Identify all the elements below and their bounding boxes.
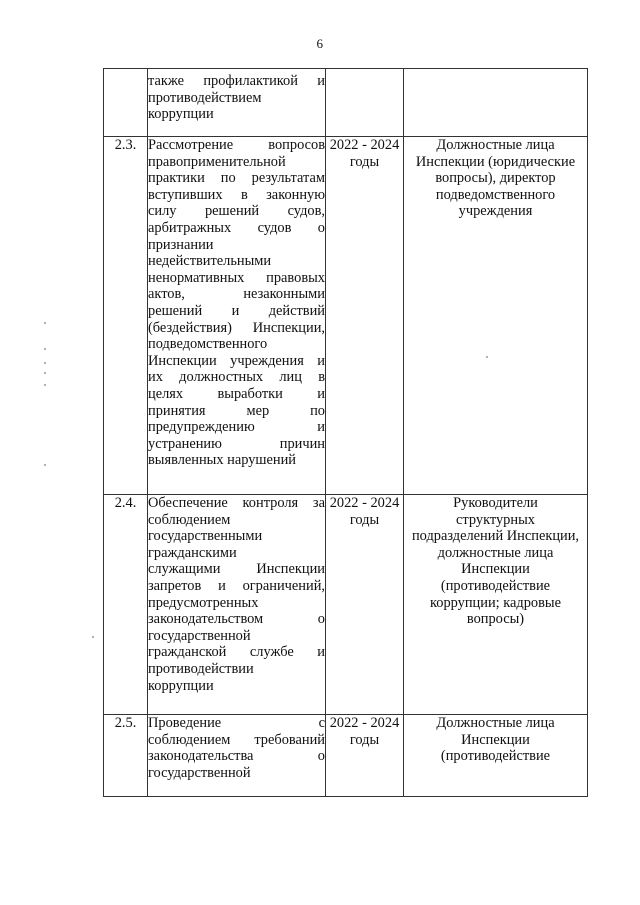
measure-name-line: их должностных лиц в — [148, 369, 325, 386]
measure-name-line: (бездействия) Инспекции, — [148, 319, 325, 336]
responsible-line: должностные лица — [437, 544, 554, 561]
responsible-line: коррупции; кадровые — [430, 594, 561, 611]
term-line: 2022 - 2024 — [329, 137, 400, 153]
measure-name-line: решений и действий — [148, 302, 325, 319]
row-number: 2.3. — [104, 137, 148, 495]
measure-name-line: целях выработки и — [148, 385, 325, 402]
responsible-line: вопросы) — [466, 611, 525, 628]
row-number: 2.4. — [104, 495, 148, 715]
measure-name-line: выявленных нарушений — [148, 452, 296, 469]
measure-name-line: устранению причин — [148, 435, 325, 452]
measure-name-line: Инспекции учреждения и — [148, 352, 325, 369]
measure-name-line: силу решений судов, — [148, 203, 325, 220]
measures-table — [103, 68, 588, 797]
measure-name-line: вступивших в законную — [148, 186, 325, 203]
scan-artifact — [486, 356, 488, 358]
measure-name-line: запретов и ограничений, — [148, 577, 325, 594]
measures-table-body — [104, 69, 588, 797]
term-line: 2022 - 2024 — [329, 715, 400, 731]
table-row — [104, 137, 588, 495]
measure-name-line: арбитражных судов о — [148, 219, 325, 236]
scan-artifact — [44, 322, 46, 324]
measure-term — [326, 137, 404, 495]
row-number — [104, 69, 148, 137]
measure-name-line: коррупции — [148, 106, 214, 123]
responsible-line: структурных — [456, 511, 535, 528]
responsible-line: Руководители — [453, 495, 538, 511]
measure-name-line: также профилактикой и — [148, 73, 325, 89]
responsible-line: (противодействие — [440, 748, 551, 765]
measure-name — [148, 137, 326, 495]
responsible-line: Инспекции — [461, 731, 530, 748]
term-line: годы — [349, 731, 380, 748]
measure-name — [148, 69, 326, 137]
scan-artifact — [92, 636, 94, 638]
term-line: 2022 - 2024 — [329, 495, 400, 511]
measure-name-line: актов, незаконными — [148, 286, 325, 303]
measure-name-line: правоприменительной — [148, 153, 286, 170]
measure-name-line: гражданской службе и — [148, 644, 325, 661]
responsible-line: вопросы), директор — [435, 170, 556, 187]
measure-name-line: государственными — [148, 528, 263, 545]
responsible-line: учреждения — [458, 203, 533, 220]
row-number: 2.5. — [104, 715, 148, 797]
measure-name-line: Обеспечение контроля за — [148, 495, 325, 511]
responsible-line: подразделений Инспекции, — [411, 528, 580, 545]
measure-name-line: соблюдением — [148, 511, 231, 528]
measure-name-line: соблюдением требований — [148, 731, 325, 748]
measure-name-line: законодательства о — [148, 748, 325, 765]
measure-name-line: противодействии — [148, 660, 254, 677]
measure-responsible — [404, 495, 588, 715]
term-line: годы — [349, 511, 380, 528]
measure-name-line: предусмотренных — [148, 594, 259, 611]
measure-name — [148, 715, 326, 797]
measure-name-line: недействительными — [148, 253, 272, 270]
responsible-line: подведомственного — [435, 186, 556, 203]
measure-term — [326, 715, 404, 797]
measure-name-line: государственной — [148, 627, 251, 644]
measure-name-line: принятия мер по — [148, 402, 325, 419]
measure-name-line: Проведение с — [148, 715, 325, 731]
measure-name-line: служащими Инспекции — [148, 561, 325, 578]
measure-term — [326, 69, 404, 137]
measure-name — [148, 495, 326, 715]
table-row — [104, 715, 588, 797]
responsible-line: (противодействие — [440, 577, 551, 594]
measure-name-line: предупреждению и — [148, 419, 325, 436]
measure-name-line: подведомственного — [148, 336, 268, 353]
measure-name-line: гражданскими — [148, 544, 237, 561]
term-line: годы — [349, 153, 380, 170]
measure-responsible — [404, 715, 588, 797]
measure-name-line: законодательством о — [148, 611, 325, 628]
responsible-line: Должностные лица — [436, 715, 555, 731]
measure-responsible — [404, 137, 588, 495]
measure-name-line: практики по результатам — [148, 170, 325, 187]
scan-artifact — [44, 384, 46, 386]
responsible-line: Инспекции — [461, 561, 530, 578]
measure-name-line: государственной — [148, 764, 251, 781]
table-row — [104, 495, 588, 715]
page-number: 6 — [316, 36, 324, 51]
scan-artifact — [44, 362, 46, 364]
scan-artifact — [44, 348, 46, 350]
measure-name-line: коррупции — [148, 677, 214, 694]
measure-name-line: Рассмотрение вопросов — [148, 137, 325, 153]
responsible-line: Инспекции (юридические — [415, 153, 576, 170]
measure-term — [326, 495, 404, 715]
measure-name-line: противодействием — [148, 89, 262, 106]
measure-responsible — [404, 69, 588, 137]
responsible-line: Должностные лица — [436, 137, 555, 153]
measure-name-line: признании — [148, 236, 214, 253]
table-row — [104, 69, 588, 137]
scan-artifact — [44, 464, 46, 466]
scan-artifact — [44, 372, 46, 374]
measure-name-line: ненормативных правовых — [148, 269, 325, 286]
